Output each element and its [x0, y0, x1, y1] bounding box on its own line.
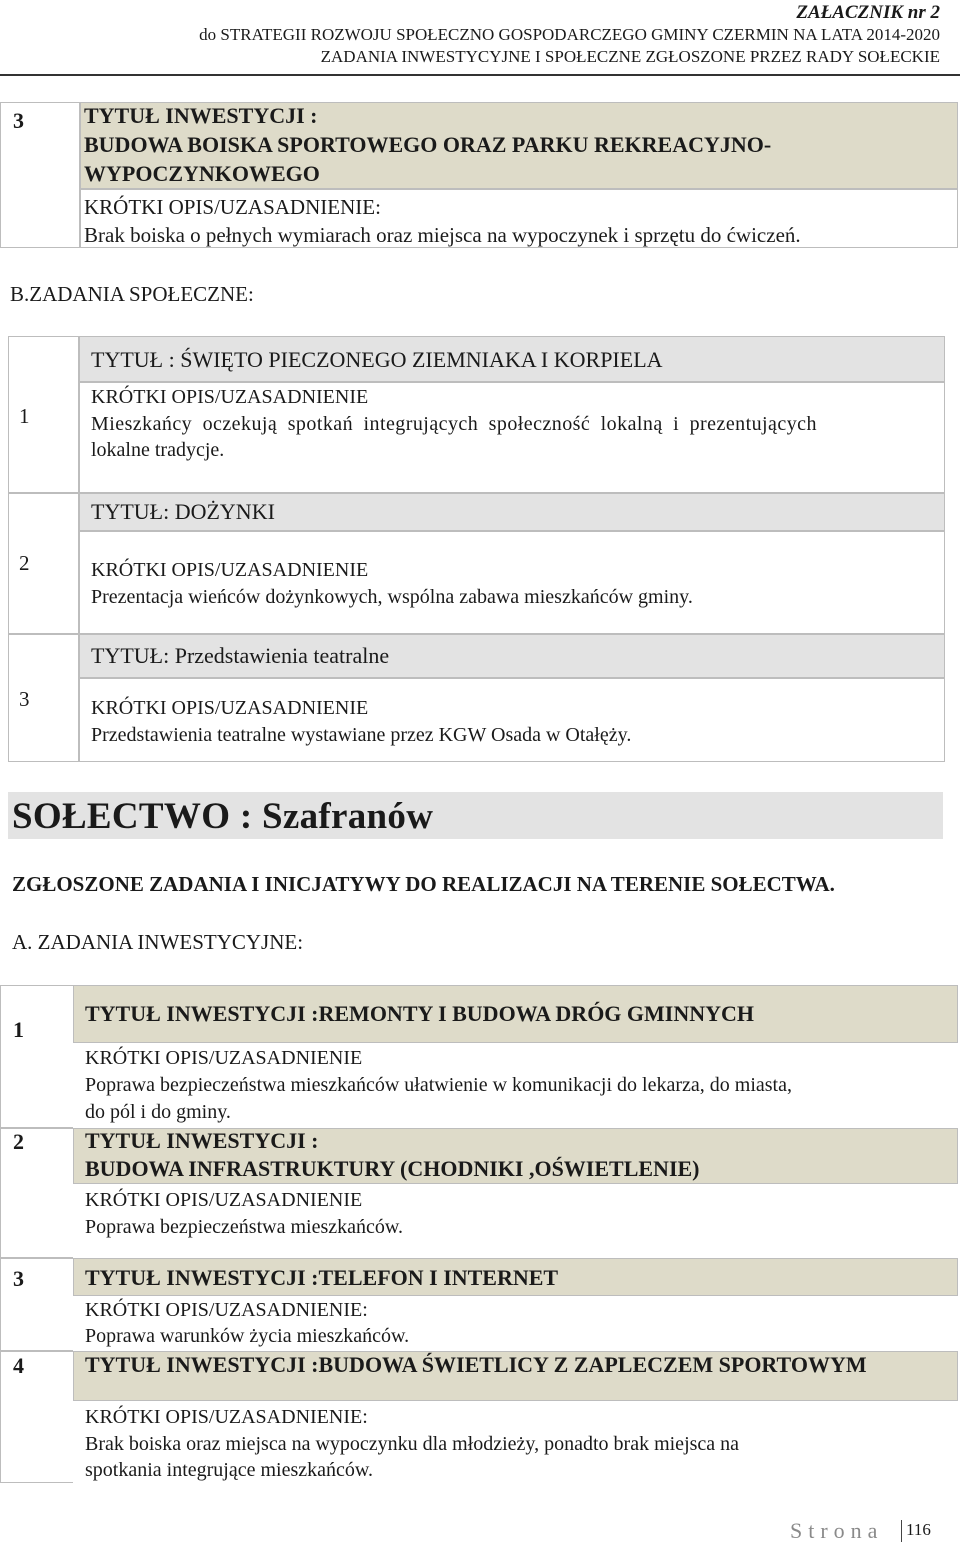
footer-divider	[901, 1520, 902, 1542]
social-row-2-number-cell	[8, 493, 79, 634]
invest-row-4-number-cell	[0, 1351, 73, 1483]
social-tasks-heading: B.ZADANIA SPOŁECZNE:	[10, 282, 254, 306]
title-line-1: BUDOWA BOISKA SPORTOWEGO ORAZ PARKU REKREACYJNO-	[84, 132, 772, 157]
row-number: 2	[19, 551, 30, 575]
invest-row-3-description-line-1: Poprawa warunków życia mieszkańców.	[85, 1325, 410, 1347]
social-row-2-description-line-1: Prezentacja wieńców dożynkowych, wspólna zabawa mieszkańców gminy.	[91, 586, 693, 608]
row-number: 4	[13, 1353, 24, 1378]
social-row-3-number-cell	[8, 634, 79, 762]
social-row-1-description-line-1: Mieszkańcy oczekują spotkań integrujących społeczność lokalną i prezentujących	[91, 413, 817, 435]
invest-row-2-description-line-1: Poprawa bezpieczeństwa mieszkańców.	[85, 1216, 404, 1238]
invest-row-1-title: TYTUŁ INWESTYCJI :REMONTY I BUDOWA DRÓG GMINNYCH	[85, 1001, 755, 1026]
header-subtitle-2: ZADANIA INWESTYCYJNE I SPOŁECZNE ZGŁOSZONE PRZEZ RADY SOŁECKIE	[320, 47, 940, 66]
footer-page-label: Strona	[790, 1518, 884, 1543]
invest-row-4-description-line-1: Brak boiska oraz miejsca na wypoczynku dla młodzieży, ponadto brak miejsca na	[85, 1433, 740, 1455]
social-row-1-number-cell	[8, 336, 79, 493]
invest-row-1-description-line-1: Poprawa bezpieczeństwa mieszkańców ułatwienie w komunikacji do lekarza, do miasta,	[85, 1074, 792, 1096]
solectwo-title: SOŁECTWO : Szafranów	[12, 796, 434, 837]
title-label: TYTUŁ INWESTYCJI :	[84, 103, 318, 128]
invest-row-4-description-line-2: spotkania integrujące mieszkańców.	[85, 1459, 374, 1481]
row-number: 3	[13, 108, 24, 133]
investment-tasks-heading: A. ZADANIA INWESTYCYJNE:	[12, 930, 304, 954]
initiatives-heading: ZGŁOSZONE ZADANIA I INICJATYWY DO REALIZACJI NA TERENIE SOŁECTWA.	[12, 872, 835, 896]
invest-row-2-description-label: KRÓTKI OPIS/UZASADNIENIE	[85, 1189, 363, 1211]
invest-row-3-number-cell	[0, 1258, 73, 1351]
social-row-3-description-line-1: Przedstawienia teatralne wystawiane przez KGW Osada w Otałęży.	[91, 724, 632, 746]
social-row-2-title: TYTUŁ: DOŻYNKI	[91, 499, 275, 524]
row-number: 2	[13, 1129, 24, 1154]
invest-row-1-description-label: KRÓTKI OPIS/UZASADNIENIE	[85, 1047, 363, 1069]
header-rule	[0, 74, 960, 76]
invest-row-1-description-line-2: do pól i do gminy.	[85, 1101, 231, 1123]
row-number: 3	[13, 1266, 24, 1291]
invest-row-3-title: TYTUŁ INWESTYCJI :TELEFON I INTERNET	[85, 1265, 559, 1290]
annex-title: ZAŁACZNIK nr 2	[796, 2, 940, 23]
social-row-3-description-label: KRÓTKI OPIS/UZASADNIENIE	[91, 697, 369, 719]
invest-row-2-number-cell	[0, 1128, 73, 1258]
social-row-2-description-label: KRÓTKI OPIS/UZASADNIENIE	[91, 559, 369, 581]
footer-page-number: 116	[906, 1520, 931, 1539]
row-number: 1	[19, 404, 30, 428]
invest-row-4-description-label: KRÓTKI OPIS/UZASADNIENIE:	[85, 1406, 368, 1428]
social-row-1-description-line-2: lokalne tradycje.	[91, 439, 225, 461]
row-number-cell	[0, 102, 80, 248]
social-row-1-title: TYTUŁ : ŚWIĘTO PIECZONEGO ZIEMNIAKA I KORPIELA	[91, 347, 663, 372]
title-line-2: WYPOCZYNKOWEGO	[84, 161, 320, 186]
social-row-1-description-label: KRÓTKI OPIS/UZASADNIENIE	[91, 386, 369, 408]
header-subtitle-1: do STRATEGII ROZWOJU SPOŁECZNO GOSPODARCZEGO GMINY CZERMIN NA LATA 2014-2020	[199, 25, 940, 44]
invest-row-2-title: TYTUŁ INWESTYCJI :	[85, 1128, 319, 1153]
invest-row-4-title: TYTUŁ INWESTYCJI :BUDOWA ŚWIETLICY Z ZAPLECZEM SPORTOWYM	[85, 1352, 867, 1377]
invest-row-1-number-cell	[0, 985, 73, 1128]
row-number: 1	[13, 1017, 24, 1042]
row-number: 3	[19, 687, 30, 711]
description-text: Brak boiska o pełnych wymiarach oraz miejsca na wypoczynek i sprzętu do ćwiczeń.	[84, 223, 801, 247]
invest-row-2-title-line-2: BUDOWA INFRASTRUKTURY (CHODNIKI ,OŚWIETLENIE)	[85, 1156, 700, 1181]
description-label: KRÓTKI OPIS/UZASADNIENIE:	[84, 195, 381, 219]
social-row-3-title: TYTUŁ: Przedstawienia teatralne	[91, 643, 390, 668]
invest-row-3-description-label: KRÓTKI OPIS/UZASADNIENIE:	[85, 1299, 368, 1321]
